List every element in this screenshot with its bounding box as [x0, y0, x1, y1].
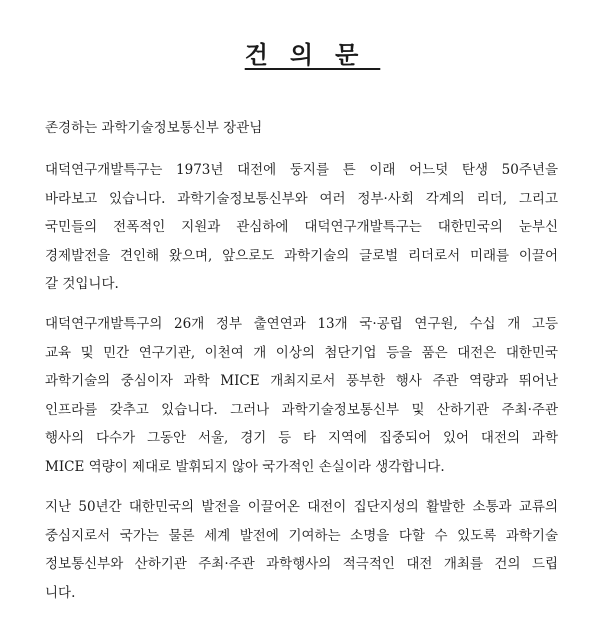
paragraph-line: 바라보고 있습니다. 과학기술정보통신부와 여러 정부·사회 각계의 리더, 그리고 — [45, 190, 558, 207]
paragraph-1 — [45, 156, 558, 299]
document-title-text: 건의문 — [244, 41, 381, 69]
paragraph-line: 대덕연구개발특구는 1973년 대전에 둥지를 튼 이래 어느덧 탄생 50주년을 — [45, 162, 558, 178]
paragraph-line: 정보통신부와 산하기관 주최·주관 과학행사의 적극적인 대전 개최를 건의 드립 — [45, 556, 558, 572]
paragraph-line: 행사의 다수가 그동안 서울, 경기 등 타 지역에 집중되어 있어 대전의 과학 — [45, 430, 558, 446]
paragraph-line: 중심지로서 국가는 물론 세계 발전에 기여하는 소명을 다할 수 있도록 과학기술 — [45, 527, 558, 544]
paragraph-line: 니다. — [45, 584, 76, 601]
document-title — [0, 38, 603, 72]
paragraph-line: 교육 및 민간 연구기관, 이천여 개 이상의 첨단기업 등을 품은 대전은 대한민국 — [45, 344, 558, 361]
paragraph-line: MICE 역량이 제대로 발휘되지 않아 국가적인 손실이라 생각합니다. — [45, 458, 445, 475]
salutation: 존경하는 과학기술정보통신부 장관님 — [45, 120, 263, 136]
paragraph-line: 국민들의 전폭적인 지원과 관심하에 대덕연구개발특구는 대한민국의 눈부신 — [45, 219, 558, 235]
paragraph-line: 갈 것입니다. — [45, 276, 119, 292]
paragraph-line: 과학기술의 중심이자 과학 MICE 개최지로서 풍부한 행사 주관 역량과 뛰어난 — [45, 373, 558, 389]
paragraph-line: 경제발전을 견인해 왔으며, 앞으로도 과학기술의 글로벌 리더로서 미래를 이끌어 — [45, 247, 558, 264]
paragraph-2 — [45, 310, 558, 481]
paragraph-line: 지난 50년간 대한민국의 발전을 이끌어온 대전이 집단지성의 활발한 소통과 교류의 — [45, 499, 558, 515]
paragraph-line: 인프라를 갖추고 있습니다. 그러나 과학기술정보통신부 및 산하기관 주최·주관 — [45, 401, 558, 418]
paragraph-3 — [45, 493, 558, 607]
paragraph-line: 대덕연구개발특구의 26개 정부 출연연과 13개 국·공립 연구원, 수십 개 고등 — [45, 316, 558, 332]
